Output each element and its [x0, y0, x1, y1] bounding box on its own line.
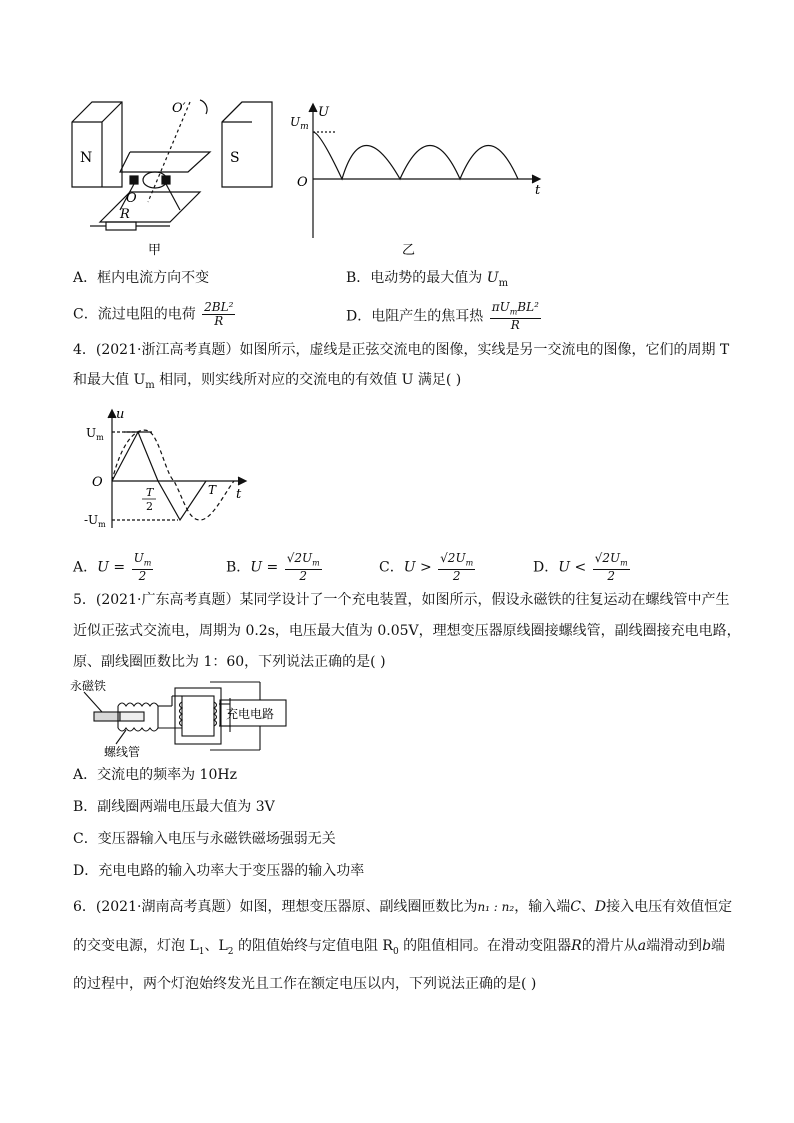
q3-option-d-text: D．电阻产生的焦耳热: [346, 308, 484, 325]
q4-stem-line1: 4．(2021·浙江高考真题）如图所示，虚线是正弦交流电的图像，实线是另一交流电的图像，它们的周期 T: [73, 342, 730, 358]
axis-top-label: O′: [172, 101, 186, 116]
caption-yi: 乙: [402, 243, 416, 258]
rectified-sine-graph: [309, 104, 540, 238]
q3-option-c-fraction: $\frac{\text{2BL²}}{R}$: [204, 300, 234, 328]
q4-fig-t-half-den: 2: [146, 500, 153, 513]
q4-fig-u: u: [116, 407, 125, 422]
q5-stem-line1: 5．(2021·广东高考真题）某同学设计了一个充电装置，如图所示，假设永磁铁的往复运动在螺线管中产生: [73, 592, 730, 608]
q3-option-b-sym: U: [486, 270, 499, 286]
axis-bottom-label: O: [126, 191, 137, 206]
q4-option-d-fraction: $\frac{√2U_m}{2}$: [594, 551, 628, 584]
q5-fig-magnet-label: 永磁铁: [70, 679, 107, 693]
caption-jia: 甲: [148, 243, 162, 258]
q4-figure: [84, 404, 264, 534]
q3-option-b[interactable]: [346, 268, 508, 294]
q3-option-c[interactable]: [73, 301, 237, 328]
graph-um-label: $U_m$: [290, 115, 309, 132]
q4-option-c[interactable]: C．U > $\frac{√2U_m}{2}$: [379, 551, 474, 584]
q5-option-a[interactable]: A．交流电的频率为 10Hz: [73, 767, 237, 783]
q4-option-a[interactable]: A．U = $\frac{U_m}{2}$: [73, 551, 152, 584]
q4-fig-origin: O: [92, 475, 103, 490]
q4-stem-line2: 和最大值 $U_m$ 相同，则实线所对应的交流电的有效值 U 满足( ): [73, 372, 462, 391]
figure-generator-and-graph: [60, 92, 560, 262]
q5-figure: [70, 674, 300, 762]
q4-fig-T: T: [208, 483, 217, 497]
q5-fig-charger-label: 充电电路: [226, 707, 275, 721]
q4-fig-t-half-num: T: [146, 486, 154, 499]
q5-fig-solenoid-label: 螺线管: [104, 745, 141, 759]
q3-option-a[interactable]: A．框内电流方向不变: [73, 270, 210, 286]
q3-option-b-text: B．电动势的最大值为: [346, 270, 487, 286]
graph-origin-label: O: [297, 175, 308, 190]
q3-option-d[interactable]: [346, 301, 543, 332]
q4-fig-t: t: [236, 487, 242, 502]
magnet-n-label: N: [80, 150, 93, 166]
q5-stem-line3: 原、副线圈匝数比为 1：60，下列说法正确的是( ): [73, 654, 386, 670]
q3-option-c-text: C．流过电阻的电荷: [73, 306, 196, 323]
q6-stem-line3: 的过程中，两个灯泡始终发光且工作在额定电压以内，下列说法正确的是( ): [73, 976, 537, 992]
q4-option-b[interactable]: B．U = $\frac{√2U_m}{2}$: [226, 551, 320, 584]
q5-option-c[interactable]: C．变压器输入电压与永磁铁磁场强弱无关: [73, 831, 336, 847]
q4-option-d[interactable]: D．U < $\frac{√2U_m}{2}$: [533, 551, 628, 584]
q3-option-d-fraction: $\frac{\pi U_mBL^2}{R}$: [491, 300, 539, 333]
q5-option-b[interactable]: B．副线圈两端电压最大值为 3V: [73, 799, 275, 815]
q4-option-b-fraction: $\frac{√2U_m}{2}$: [286, 551, 320, 584]
q5-stem-line2: 近似正弦式交流电，周期为 0.2s，电压最大值为 0.05V，理想变压器原线圈接螺线管，副线圈接充电电路，: [73, 623, 741, 639]
q5-option-d[interactable]: D．充电电路的输入功率大于变压器的输入功率: [73, 863, 365, 879]
q4-fig-um: $U_m$: [86, 426, 104, 442]
q3-option-b-sub: m: [498, 277, 509, 289]
graph-u-label: U: [318, 105, 329, 120]
generator-diagram: [72, 100, 272, 230]
q4-option-c-fraction: $\frac{√2U_m}{2}$: [440, 551, 474, 584]
q6-stem-line1: 6．(2021·湖南高考真题）如图，理想变压器原、副线圈匝数比为n₁ : n₂，输入端C、D接入电压有效值恒定: [73, 899, 733, 915]
q4-fig-neg-um: $-U_m$: [84, 513, 106, 529]
graph-t-label: t: [535, 183, 541, 198]
q6-stem-line2: 的交变电源，灯泡 $L_1$、$L_2$ 的阻值始终与定值电阻 $R_0$ 的阻值相同。在滑动变阻器R的滑片从a端滑动到b端: [73, 938, 726, 957]
resistor-label: R: [120, 207, 130, 222]
q4-option-a-fraction: $\frac{U_m}{2}$: [133, 551, 152, 584]
magnet-s-label: S: [230, 150, 240, 166]
